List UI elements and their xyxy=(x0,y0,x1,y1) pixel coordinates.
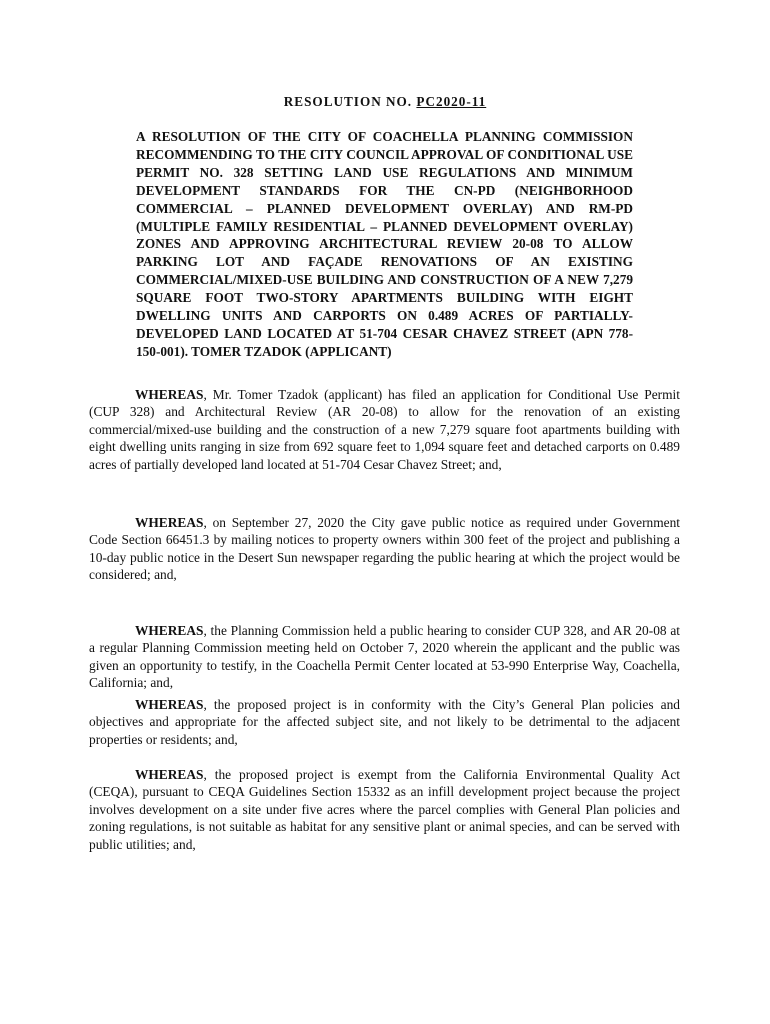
whereas-paragraph-2 xyxy=(89,514,680,584)
whereas-lead: WHEREAS xyxy=(135,697,204,712)
resolution-title-prefix: RESOLUTION NO. xyxy=(283,94,417,109)
paragraph-text: , the Planning Commission held a public hearing to consider CUP 328, and AR 20-08 at a regular Planning Commission meeting held on October 7, 2020 wherein the applicant and the public was given an opportunity to testify, in the Coachella Permit Center located at 53-990 Enterprise Way, Coachella, California; and, xyxy=(89,623,680,691)
whereas-lead: WHEREAS xyxy=(135,515,204,530)
paragraph-text: , Mr. Tomer Tzadok (applicant) has filed an application for Conditional Use Permit (CUP 328) and Architectural Review (AR 20-08) to allow for the renovation of an existing commercial/mixed-use building and the construction of a new 7,279 square foot apartments building with eight dwelling units ranging in size from 692 square feet to 1,094 square feet and detached carports on 0.489 acres of partially developed land located at 51-704 Cesar Chavez Street; and, xyxy=(89,387,680,472)
resolution-title xyxy=(0,94,770,110)
resolution-heading: A RESOLUTION OF THE CITY OF COACHELLA PLANNING COMMISSION RECOMMENDING TO THE CITY COUNCIL APPROVAL OF CONDITIONAL USE PERMIT NO. 328 SETTING LAND USE REGULATIONS AND MINIMUM DEVELOPMENT STANDARDS FOR THE CN-PD (NEIGHBORHOOD COMMERCIAL – PLANNED DEVELOPMENT OVERLAY) AND RM-PD (MULTIPLE FAMILY RESIDENTIAL – PLANNED DEVELOPMENT OVERLAY) ZONES AND APPROVING ARCHITECTURAL REVIEW 20-08 TO ALLOW PARKING LOT AND FAÇADE RENOVATIONS OF AN EXISTING COMMERCIAL/MIXED-USE BUILDING AND CONSTRUCTION OF A NEW 7,279 SQUARE FOOT TWO-STORY APARTMENTS BUILDING WITH EIGHT DWELLING UNITS AND CARPORTS ON 0.489 ACRES OF PARTIALLY-DEVELOPED LAND LOCATED AT 51-704 CESAR CHAVEZ STREET (APN 778-150-001). TOMER TZADOK (APPLICANT) xyxy=(136,129,633,359)
paragraph-text: , the proposed project is in conformity with the City’s General Plan policies and objectives and appropriate for the affected subject site, and not likely to be detrimental to the adjacent properties or residents; and, xyxy=(89,697,680,747)
paragraph-text: , on September 27, 2020 the City gave public notice as required under Government Code Section 66451.3 by mailing notices to property owners within 300 feet of the project and publishing a 10-day public notice in the Desert Sun newspaper regarding the public hearing at which the project would be considered; and, xyxy=(89,515,680,583)
whereas-lead: WHEREAS xyxy=(135,387,204,402)
paragraph-text: , the proposed project is exempt from the California Environmental Quality Act (CEQA), pursuant to CEQA Guidelines Section 15332 as an infill development project because the project involves development on a site under five acres where the parcel complies with General Plan policies and zoning regulations, is not suitable as habitat for any sensitive plant or animal species, and can be served with public utilities; and, xyxy=(89,767,680,852)
resolution-number: PC2020-11 xyxy=(416,94,487,109)
whereas-lead: WHEREAS xyxy=(135,623,204,638)
whereas-paragraph-4 xyxy=(89,696,680,748)
whereas-paragraph-1 xyxy=(89,386,680,473)
whereas-lead: WHEREAS xyxy=(135,767,204,782)
whereas-paragraph-3 xyxy=(89,622,680,692)
whereas-paragraph-5 xyxy=(89,766,680,853)
